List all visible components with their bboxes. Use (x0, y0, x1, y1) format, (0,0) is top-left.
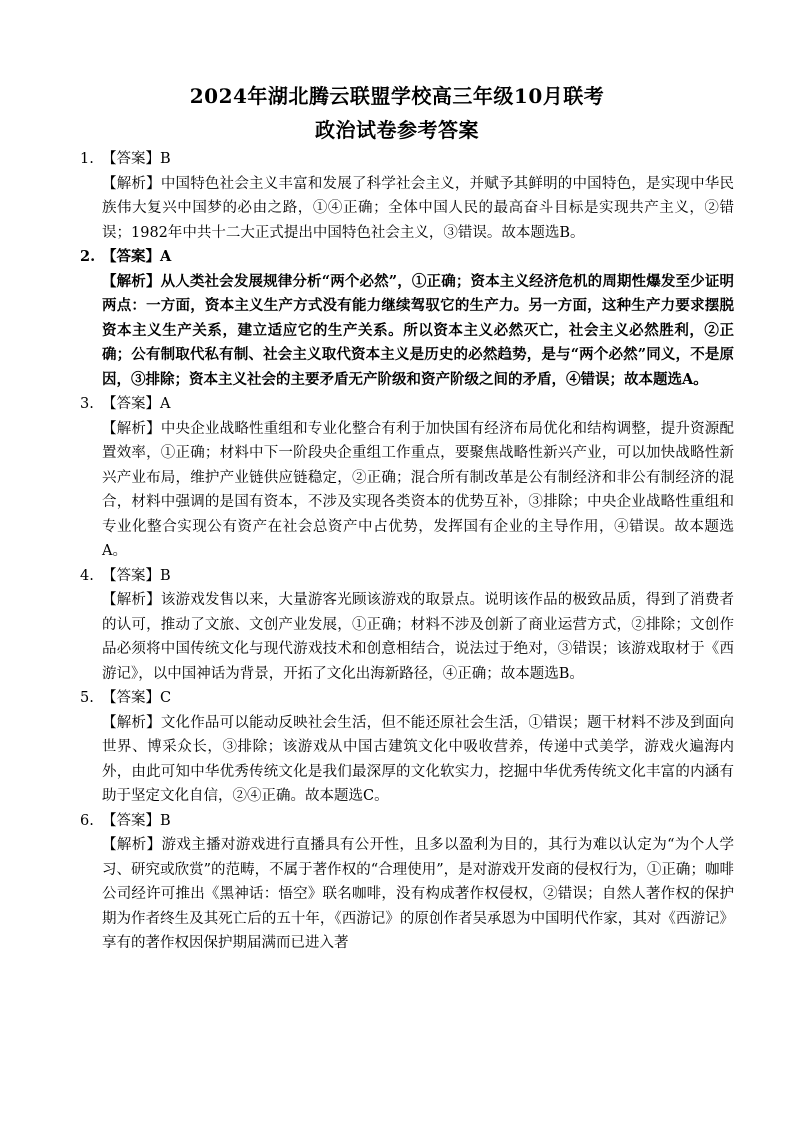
question-3 (80, 392, 734, 564)
analysis-text (102, 417, 734, 564)
question-4 (80, 564, 734, 687)
question-1 (80, 147, 734, 245)
analysis-label: 【解析】 (102, 175, 161, 192)
answer-label: 【答案】 (102, 812, 160, 829)
analysis-text (102, 270, 734, 393)
answer-value: B (160, 567, 171, 584)
analysis-body: 文化作品可以能动反映社会生活，但不能还原社会生活，①错误；题干材料不涉及到面向世界、博采众长，③排除；该游戏从中国古建筑文化中吸收营养，传递中式美学，游戏火遍海内外，由此可知中华优秀传统文化是我们最深厚的文化软实力，挖掘中华优秀传统文化丰富的内涵有助于坚定文化自信，②④正确。故本题选C。 (102, 714, 734, 804)
question-6 (80, 809, 734, 956)
answer-line (80, 392, 734, 417)
answer-line (80, 564, 734, 589)
answer-value: A (160, 396, 171, 412)
question-number: 1. (80, 151, 94, 167)
analysis-body: 中央企业战略性重组和专业化整合有利于加快国有经济布局优化和结构调整，提升资源配置效率，①正确；材料中下一阶段央企重组工作重点，要聚焦战略性新兴产业，可以加快战略性新兴产业布局，维护产业链供应链稳定，②正确；混合所有制改革是公有制经济和非公有制经济的混合，材料中强调的是国有资本，不涉及实现各类资本的优势互补，③排除；中央企业战略性重组和专业化整合实现公有资产在社会总资产中占优势，发挥国有企业的主导作用，④错误。故本题选A。 (102, 420, 734, 559)
answer-value: B (160, 812, 171, 829)
analysis-label: 【解析】 (102, 592, 161, 608)
analysis-label: 【解析】 (102, 837, 162, 853)
answer-line (80, 809, 734, 834)
analysis-text (102, 833, 734, 956)
analysis-label: 【解析】 (102, 272, 161, 290)
analysis-body: 该游戏发售以来，大量游客光顾该游戏的取景点。说明该作品的极致品质，得到了消费者的认可，推动了文旅、文创产业发展，①正确；材料不涉及创新了商业运营方式，②排除；文创作品必须将中国传统文化与现代游戏技术和创意相结合，说法过于绝对，③错误；该游戏取材于《西游记》，以中国神话为背景，开拓了文化出海新路径，④正确；故本题选B。 (102, 592, 734, 682)
page-title: 2024年湖北腾云联盟学校高三年级10月联考 (189, 84, 605, 108)
answer-value: A (160, 248, 172, 265)
answer-value: C (160, 690, 172, 706)
page-subtitle: 政治试卷参考答案 (315, 118, 479, 142)
question-number: 2. (80, 248, 96, 265)
question-number: 3. (80, 396, 94, 412)
answer-line (80, 686, 734, 711)
answer-line (80, 245, 734, 270)
answer-label: 【答案】 (102, 396, 160, 412)
analysis-text (102, 588, 734, 686)
analysis-text (102, 711, 734, 809)
question-number: 5. (80, 690, 94, 706)
analysis-label: 【解析】 (102, 420, 161, 437)
analysis-body: 游戏主播对游戏进行直播具有公开性，且多以盈利为目的，其行为难以认定为“为个人学习、研究或欣赏”的范畴，不属于著作权的“合理使用”，是对游戏开发商的侵权行为，①正确；咖啡公司经许可推出《黑神话：悟空》联名咖啡，没有构成著作权侵权，②错误；自然人著作权的保护期为作者终生及其死亡后的五十年，《西游记》的原创作者吴承恩为中国明代作家，其对《西游记》享有的著作权因保护期届满而已进入著 (102, 837, 734, 951)
question-number: 6. (80, 812, 94, 829)
answer-label: 【答案】 (102, 248, 160, 265)
question-number: 4. (80, 567, 94, 584)
answer-label: 【答案】 (102, 567, 160, 584)
analysis-label: 【解析】 (102, 714, 161, 731)
answer-value: B (160, 151, 171, 167)
analysis-body: 从人类社会发展规律分析“两个必然”，①正确；资本主义经济危机的周期性爆发至少证明两点：一方面，资本主义生产方式没有能力继续驾驭它的生产力。另一方面，这种生产力要求摆脱资本主义生产关系，建立适应它的生产关系。所以资本主义必然灭亡，社会主义必然胜利，②正确；公有制取代私有制、社会主义取代资本主义是历史的必然趋势，是与“两个必然”同义，不是原因，③排除；资本主义社会的主要矛盾无产阶级和资产阶级之间的矛盾，④错误；故本题选A。 (102, 272, 734, 388)
question-2 (80, 245, 734, 392)
analysis-body: 中国特色社会主义丰富和发展了科学社会主义，并赋予其鲜明的中国特色，是实现中华民族伟大复兴中国梦的必由之路，①④正确；全体中国人民的最高奋斗目标是实现共产主义，②错误；1982年中共十二大正式提出中国特色社会主义，③错误。故本题选B。 (102, 175, 734, 241)
answer-line (80, 147, 734, 172)
answer-label: 【答案】 (102, 151, 160, 167)
answer-label: 【答案】 (102, 690, 160, 706)
answers-list (80, 147, 734, 956)
analysis-text (102, 172, 734, 246)
question-5 (80, 686, 734, 809)
